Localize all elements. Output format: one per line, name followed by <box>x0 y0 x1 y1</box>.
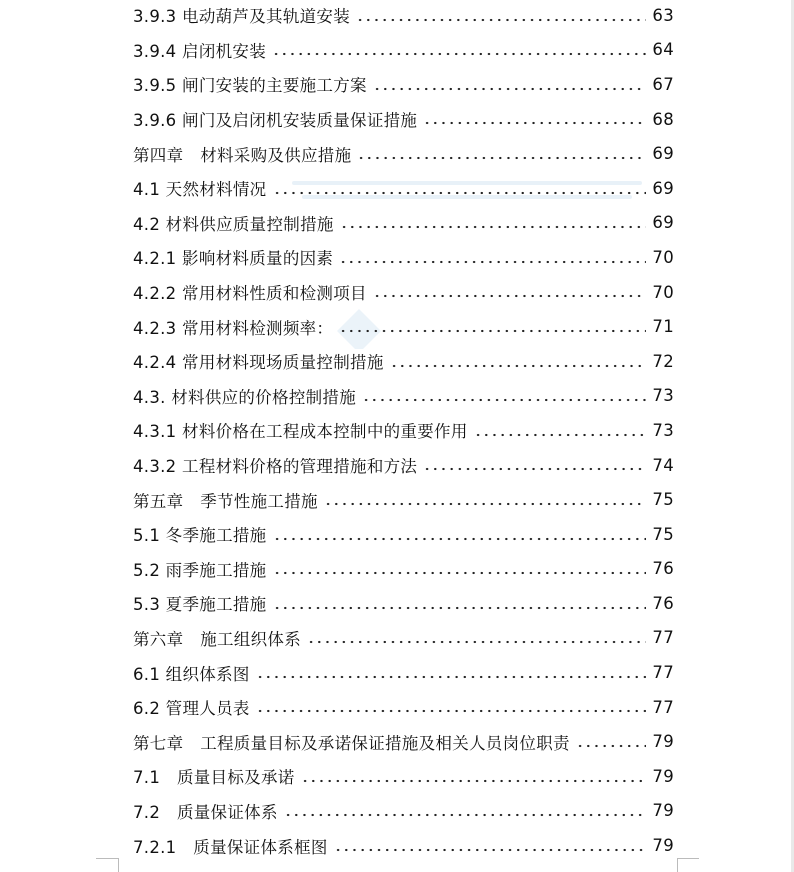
toc-entry[interactable] <box>133 724 674 759</box>
toc-entry[interactable] <box>133 33 674 68</box>
toc-entry-title: 4.3. 材料供应的价格控制措施 <box>133 384 360 408</box>
toc-entry[interactable] <box>133 240 674 275</box>
toc-entry[interactable] <box>133 655 674 690</box>
dot-leader <box>362 395 646 405</box>
toc-page-number: 79 <box>652 732 674 752</box>
toc-page-number: 79 <box>652 836 674 856</box>
toc-entry-title: 5.3 夏季施工措施 <box>133 591 271 615</box>
toc-entry-title: 第四章 材料采购及供应措施 <box>133 142 355 166</box>
dot-leader <box>256 672 646 682</box>
toc-entry[interactable] <box>133 344 674 379</box>
toc-entry-title: 4.2 材料供应质量控制措施 <box>133 211 338 235</box>
toc-entry[interactable] <box>133 309 674 344</box>
toc-page-number: 70 <box>652 282 674 302</box>
toc-entry-title: 3.9.5 闸门安装的主要施工方案 <box>133 72 371 96</box>
toc-page-number: 72 <box>652 351 674 371</box>
dot-leader <box>423 118 646 128</box>
toc-page-number: 79 <box>652 801 674 821</box>
crop-mark-right-vertical <box>677 858 678 872</box>
toc-entry[interactable] <box>133 586 674 621</box>
toc-page-number: 69 <box>652 178 674 198</box>
toc-entry-title: 7.1 质量目标及承诺 <box>133 764 299 788</box>
dot-leader <box>273 603 647 613</box>
dot-leader <box>339 326 646 336</box>
toc-page-number: 73 <box>652 386 674 406</box>
toc-entry-title: 5.1 冬季施工措施 <box>133 522 271 546</box>
toc-entry-title: 5.2 雨季施工措施 <box>133 557 271 581</box>
toc-entry-title: 4.2.1 影响材料质量的因素 <box>133 245 337 269</box>
dot-leader <box>576 741 646 751</box>
toc-page-number: 74 <box>652 455 674 475</box>
table-of-contents <box>133 0 674 863</box>
dot-leader <box>356 15 646 25</box>
dot-leader <box>357 153 646 163</box>
toc-entry[interactable] <box>133 794 674 829</box>
toc-entry-title: 4.2.4 常用材料现场质量控制措施 <box>133 349 388 373</box>
crop-mark-left-horizontal <box>96 858 118 859</box>
toc-page-number: 68 <box>652 109 674 129</box>
toc-entry[interactable] <box>133 828 674 863</box>
toc-page-number: 77 <box>652 697 674 717</box>
toc-page-number: 79 <box>652 766 674 786</box>
dot-leader <box>373 291 646 301</box>
toc-entry[interactable] <box>133 759 674 794</box>
toc-page-number: 75 <box>652 524 674 544</box>
toc-page-number: 73 <box>652 420 674 440</box>
dot-leader <box>284 810 646 820</box>
toc-entry[interactable] <box>133 448 674 483</box>
dot-leader <box>340 222 646 232</box>
dot-leader <box>273 534 647 544</box>
toc-entry-title: 4.3.1 材料价格在工程成本控制中的重要作用 <box>133 418 472 442</box>
toc-entry[interactable] <box>133 379 674 414</box>
toc-entry-title: 4.2.2 常用材料性质和检测项目 <box>133 280 371 304</box>
toc-page-number: 75 <box>652 490 674 510</box>
dot-leader <box>272 49 646 59</box>
toc-page-number: 76 <box>652 559 674 579</box>
dot-leader <box>334 845 646 855</box>
dot-leader <box>474 430 646 440</box>
toc-entry[interactable] <box>133 0 674 33</box>
dot-leader <box>390 361 646 371</box>
toc-entry[interactable] <box>133 275 674 310</box>
toc-page-number: 67 <box>652 74 674 94</box>
toc-page-number: 77 <box>652 628 674 648</box>
toc-entry[interactable] <box>133 482 674 517</box>
toc-entry-title: 4.1 天然材料情况 <box>133 176 271 200</box>
dot-leader <box>256 706 646 716</box>
dot-leader <box>324 499 646 509</box>
toc-entry[interactable] <box>133 690 674 725</box>
dot-leader <box>339 257 646 267</box>
toc-entry-title: 6.2 管理人员表 <box>133 695 254 719</box>
crop-mark-right-horizontal <box>677 858 699 859</box>
toc-entry-title: 第五章 季节性施工措施 <box>133 488 322 512</box>
toc-entry[interactable] <box>133 67 674 102</box>
dot-leader <box>273 568 647 578</box>
toc-page-number: 64 <box>652 40 674 60</box>
toc-entry-title: 3.9.6 闸门及启闭机安装质量保证措施 <box>133 107 421 131</box>
toc-entry-title: 第六章 施工组织体系 <box>133 626 305 650</box>
dot-leader <box>273 188 647 198</box>
toc-entry[interactable] <box>133 552 674 587</box>
toc-entry-title: 4.3.2 工程材料价格的管理措施和方法 <box>133 453 421 477</box>
toc-entry-title: 6.1 组织体系图 <box>133 661 254 685</box>
toc-page-number: 77 <box>652 663 674 683</box>
toc-entry-title: 4.2.3 常用材料检测频率： <box>133 315 337 339</box>
toc-entry[interactable] <box>133 206 674 241</box>
toc-entry-title: 7.2.1 质量保证体系框图 <box>133 834 332 858</box>
toc-entry[interactable] <box>133 517 674 552</box>
dot-leader <box>307 637 646 647</box>
crop-mark-left-vertical <box>118 858 119 872</box>
dot-leader <box>423 464 646 474</box>
toc-entry[interactable] <box>133 171 674 206</box>
toc-entry-title: 7.2 质量保证体系 <box>133 799 282 823</box>
toc-entry[interactable] <box>133 621 674 656</box>
toc-page-number: 71 <box>652 317 674 337</box>
toc-page-number: 63 <box>652 5 674 25</box>
toc-page-number: 69 <box>652 144 674 164</box>
toc-entry[interactable] <box>133 102 674 137</box>
dot-leader <box>373 84 646 94</box>
toc-entry-title: 第七章 工程质量目标及承诺保证措施及相关人员岗位职责 <box>133 730 574 754</box>
toc-entry[interactable] <box>133 413 674 448</box>
toc-page-number: 70 <box>652 247 674 267</box>
toc-page-number: 76 <box>652 593 674 613</box>
toc-entry[interactable] <box>133 136 674 171</box>
dot-leader <box>301 776 646 786</box>
toc-page-number: 69 <box>652 213 674 233</box>
toc-entry-title: 3.9.3 电动葫芦及其轨道安装 <box>133 3 354 27</box>
toc-entry-title: 3.9.4 启闭机安装 <box>133 38 270 62</box>
